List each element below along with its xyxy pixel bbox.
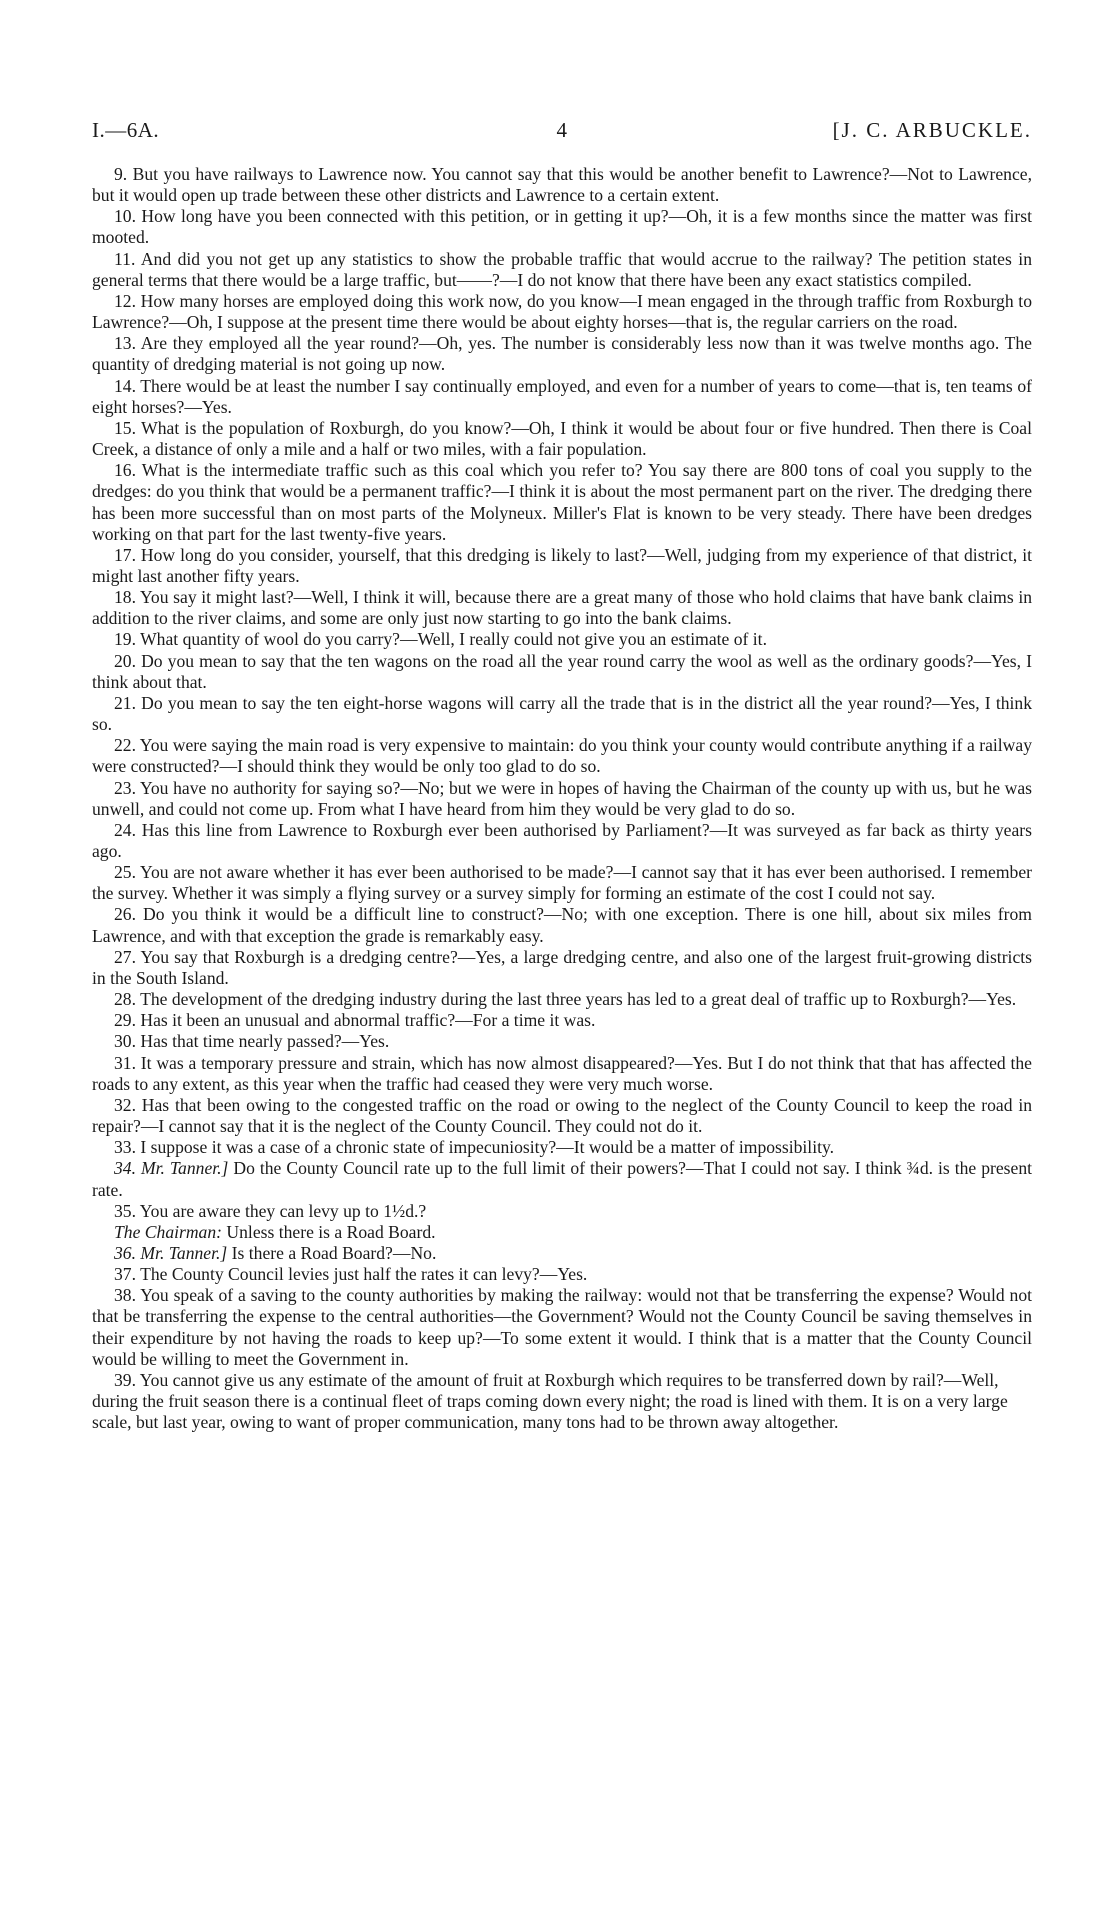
paragraph-text: Do the County Council rate up to the full limit of their powers?—That I could not say. I think ¾d. is the present rate.: [92, 1158, 1033, 1200]
paragraph-text: 19. What quantity of wool do you carry?—Well, I really could not give you an estimate of it.: [114, 629, 767, 650]
page-number: 4: [556, 118, 568, 142]
paragraph-text: 29. Has it been an unusual and abnormal traffic?—For a time it was.: [114, 1010, 596, 1031]
evidence-paragraph: [92, 629, 1032, 650]
paragraph-text: 24. Has this line from Lawrence to Roxburgh ever been authorised by Parliament?—It was surveyed as far back as thirty years ago.: [92, 819, 1032, 861]
paragraph-text: 14. There would be at least the number I say continually employed, and even for a number of years to come—that is, ten teams of eight horses?—Yes.: [92, 375, 1032, 417]
paragraph-text: 17. How long do you consider, yourself, that this dredging is likely to last?—Well, judging from my experience of that district, it might last another fifty years.: [92, 544, 1032, 586]
evidence-paragraph: [92, 1053, 1032, 1095]
evidence-paragraph: [92, 1243, 1032, 1264]
paragraph-text: 37. The County Council levies just half the rates it can levy?—Yes.: [114, 1264, 588, 1285]
paragraph-text: 31. It was a temporary pressure and strain, which has now almost disappeared?—Yes. But I do not think that that has affected the roads to any extent, as this year when the traffic had ceased they were very much worse.: [92, 1052, 1032, 1094]
paragraph-text: 13. Are they employed all the year round?—Oh, yes. The number is considerably less now than it was twelve months ago. The quantity of dredging material is not going up now.: [92, 333, 1032, 375]
speaker-label: The Chairman:: [114, 1221, 223, 1242]
evidence-paragraph: [92, 651, 1032, 693]
evidence-paragraph: [92, 1158, 1032, 1200]
speaker-label: 36. Mr. Tanner.]: [114, 1242, 228, 1263]
evidence-paragraph: [92, 164, 1032, 206]
evidence-paragraph: [92, 545, 1032, 587]
paragraph-text: 30. Has that time nearly passed?—Yes.: [114, 1031, 390, 1052]
paragraph-text: 26. Do you think it would be a difficult line to construct?—No; with one exception. There is one hill, about six miles from Lawrence, and with that exception the grade is remarkably easy.: [92, 904, 1032, 946]
paragraph-text: 25. You are not aware whether it has ever been authorised to be made?—I cannot say that it has ever been authorised. I remember the survey. Whether it was simply a flying survey or a survey simply for forming an estimate of the cost I could not say.: [92, 862, 1032, 904]
paragraph-text: 16. What is the intermediate traffic such as this coal which you refer to? You say there are 800 tons of coal you supply to the dredges: do you think that would be a permanent traffic?—I think it is about the most permanent part on the river. The dredging there has been more successful than on most parts of the Molyneux. Miller's Flat is known to be very steady. There have been dredges working on that part for the last twenty-five years.: [92, 460, 1032, 544]
paragraph-text: 32. Has that been owing to the congested traffic on the road or owing to the neglect of the County Council to keep the road in repair?—I cannot say that it is the neglect of the County Council. They could not do it.: [92, 1094, 1032, 1137]
evidence-paragraph: [92, 587, 1032, 629]
witness-name: [J. C. ARBUCKLE.: [832, 118, 1032, 142]
evidence-paragraph: [92, 904, 1032, 946]
evidence-paragraph: [92, 1031, 1032, 1052]
evidence-paragraph: [92, 376, 1032, 418]
evidence-paragraph: [92, 418, 1032, 460]
evidence-paragraph: [92, 206, 1032, 248]
evidence-paragraph: [92, 1285, 1032, 1370]
evidence-body: [92, 164, 1032, 1433]
paragraph-text: 15. What is the population of Roxburgh, do you know?—Oh, I think it would be about four or five hundred. Then there is Coal Creek, a distance of only a mile and a half or two miles, with a fair population.: [92, 417, 1032, 460]
paragraph-text: 22. You were saying the main road is very expensive to maintain: do you think your county would contribute anything if a railway were constructed?—I should think they would be only too glad to do so.: [92, 735, 1032, 777]
paragraph-text: 27. You say that Roxburgh is a dredging centre?—Yes, a large dredging centre, and also one of the largest fruit-growing districts in the South Island.: [92, 946, 1032, 988]
evidence-paragraph: [92, 291, 1032, 333]
paragraph-text: 18. You say it might last?—Well, I think it will, because there are a great many of those who hold claims that have bank claims in addition to the river claims, and some are only just now starting to go into the bank claims.: [92, 587, 1032, 629]
paragraph-text: 38. You speak of a saving to the county authorities by making the railway: would not that be transferring the expense? Would not that be transferring the expense to the central authorities—the Government? Would not the County Council be saving themselves in their expenditure by not having the roads to keep up?—To some extent it would. I think that is a matter that the County Council would be willing to meet the Government in.: [92, 1285, 1032, 1369]
evidence-paragraph: [92, 1095, 1032, 1137]
paragraph-text: 33. I suppose it was a case of a chronic state of impecuniosity?—It would be a matter of impossibility.: [114, 1137, 835, 1158]
paragraph-text: 39. You cannot give us any estimate of the amount of fruit at Roxburgh which requires to be transferred down by rail?—Well, during the fruit season there is a continual fleet of traps coming down every night; the road is lined with them. It is on a very large scale, but last year, owing to want of proper communication, many tons had to be thrown away altogether.: [92, 1369, 1008, 1433]
paragraph-text: 12. How many horses are employed doing this work now, do you know—I mean engaged in the through traffic from Roxburgh to Lawrence?—Oh, I suppose at the present time there would be about eighty horses—that is, the regular carriers on the road.: [92, 290, 1032, 333]
evidence-paragraph: [92, 1010, 1032, 1031]
evidence-paragraph: [92, 735, 1032, 777]
evidence-paragraph: [92, 249, 1032, 291]
evidence-paragraph: [92, 947, 1032, 989]
page-header: [92, 118, 1032, 148]
document-reference: I.—6A.: [92, 118, 160, 142]
evidence-paragraph: [92, 1370, 1032, 1433]
evidence-paragraph: [92, 1137, 1032, 1158]
paragraph-text: 9. But you have railways to Lawrence now. You cannot say that this would be another benefit to Lawrence?—Not to Lawrence, but it would open up trade between these other districts and Lawrence to a certain extent.: [92, 164, 1032, 206]
paragraph-text: 20. Do you mean to say that the ten wagons on the road all the year round carry the wool as well as the ordinary goods?—Yes, I think about that.: [92, 650, 1032, 692]
evidence-paragraph: [92, 693, 1032, 735]
paragraph-text: 21. Do you mean to say the ten eight-horse wagons will carry all the trade that is in the district all the year round?—Yes, I think so.: [92, 692, 1032, 735]
evidence-paragraph: [92, 1201, 1032, 1222]
paragraph-text: 28. The development of the dredging industry during the last three years has led to a great deal of traffic up to Roxburgh?—Yes.: [114, 989, 1017, 1010]
paragraph-text: 11. And did you not get up any statistics to show the probable traffic that would accrue to the railway? The petition states in general terms that there would be a large traffic, but——?—I do not know that there have been any exact statistics compiled.: [92, 248, 1032, 290]
paragraph-text: Is there a Road Board?—No.: [231, 1242, 437, 1263]
evidence-paragraph: [92, 460, 1032, 545]
evidence-paragraph: [92, 333, 1032, 375]
paragraph-text: 23. You have no authority for saying so?—No; but we were in hopes of having the Chairman of the county up with us, but he was unwell, and could not come up. From what I have heard from him they would be very glad to do so.: [92, 777, 1032, 819]
speaker-label: 34. Mr. Tanner.]: [114, 1158, 229, 1179]
evidence-paragraph: [92, 862, 1032, 904]
paragraph-text: Unless there is a Road Board.: [226, 1221, 436, 1242]
evidence-paragraph: [92, 820, 1032, 862]
paragraph-text: 35. You are aware they can levy up to 1½d.?: [114, 1200, 427, 1221]
paragraph-text: 10. How long have you been connected with this petition, or in getting it up?—Oh, it is a few months since the matter was first mooted.: [92, 206, 1032, 248]
evidence-paragraph: [92, 989, 1032, 1010]
evidence-paragraph: [92, 1222, 1032, 1243]
evidence-paragraph: [92, 1264, 1032, 1285]
evidence-paragraph: [92, 778, 1032, 820]
